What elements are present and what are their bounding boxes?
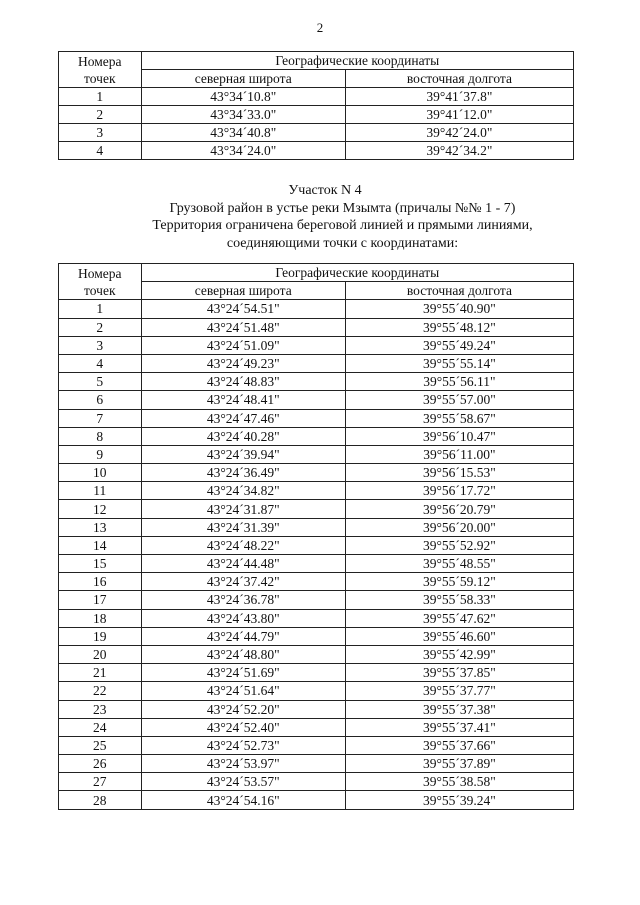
- cell-point-number: 8: [59, 427, 142, 445]
- cell-longitude: 39°55´55.14": [345, 354, 573, 372]
- cell-longitude: 39°41´37.8": [345, 88, 573, 106]
- cell-point-number: 13: [59, 518, 142, 536]
- cell-longitude: 39°55´39.24": [345, 791, 573, 809]
- cell-longitude: 39°55´52.92": [345, 536, 573, 554]
- header-geo-coordinates: Географические координаты: [141, 52, 573, 70]
- cell-longitude: 39°55´49.24": [345, 336, 573, 354]
- cell-latitude: 43°34´10.8": [141, 88, 345, 106]
- cell-latitude: 43°24´52.73": [141, 736, 345, 754]
- cell-longitude: 39°56´11.00": [345, 445, 573, 463]
- cell-longitude: 39°55´37.89": [345, 755, 573, 773]
- table-row: [59, 500, 574, 518]
- cell-point-number: 19: [59, 627, 142, 645]
- cell-longitude: 39°55´57.00": [345, 391, 573, 409]
- cell-latitude: 43°24´31.39": [141, 518, 345, 536]
- cell-latitude: 43°24´39.94": [141, 445, 345, 463]
- cell-longitude: 39°55´58.67": [345, 409, 573, 427]
- cell-point-number: 15: [59, 555, 142, 573]
- table-row: [59, 427, 574, 445]
- cell-latitude: 43°24´34.82": [141, 482, 345, 500]
- cell-point-number: 9: [59, 445, 142, 463]
- table-2-body: [59, 300, 574, 809]
- cell-latitude: 43°24´48.83": [141, 373, 345, 391]
- table-row: [59, 106, 574, 124]
- cell-longitude: 39°55´47.62": [345, 609, 573, 627]
- cell-point-number: 18: [59, 609, 142, 627]
- cell-longitude: 39°55´38.58": [345, 773, 573, 791]
- table-row: [59, 445, 574, 463]
- cell-point-number: 2: [59, 318, 142, 336]
- table-row: [59, 700, 574, 718]
- cell-latitude: 43°24´40.28": [141, 427, 345, 445]
- cell-point-number: 16: [59, 573, 142, 591]
- cell-point-number: 27: [59, 773, 142, 791]
- cell-point-number: 3: [59, 336, 142, 354]
- cell-latitude: 43°24´52.20": [141, 700, 345, 718]
- table-row: [59, 573, 574, 591]
- cell-point-number: 11: [59, 482, 142, 500]
- table-row: [59, 645, 574, 663]
- cell-longitude: 39°56´15.53": [345, 464, 573, 482]
- cell-longitude: 39°55´37.85": [345, 664, 573, 682]
- cell-longitude: 39°56´20.00": [345, 518, 573, 536]
- section-line-3: соединяющими точки с координатами:: [226, 235, 459, 251]
- cell-point-number: 5: [59, 373, 142, 391]
- table-row: [59, 755, 574, 773]
- header-point-number-line1: Номера: [78, 265, 122, 281]
- cell-latitude: 43°24´51.69": [141, 664, 345, 682]
- table-row: [59, 791, 574, 809]
- cell-point-number: 7: [59, 409, 142, 427]
- section-title: Участок N 4: [288, 183, 362, 198]
- cell-longitude: 39°55´48.55": [345, 555, 573, 573]
- cell-point-number: 23: [59, 700, 142, 718]
- cell-latitude: 43°24´54.16": [141, 791, 345, 809]
- cell-latitude: 43°24´36.78": [141, 591, 345, 609]
- cell-longitude: 39°55´42.99": [345, 645, 573, 663]
- header-point-number-line1: Номера: [78, 53, 122, 69]
- cell-longitude: 39°55´37.66": [345, 736, 573, 754]
- cell-latitude: 43°24´48.41": [141, 391, 345, 409]
- cell-latitude: 43°24´51.09": [141, 336, 345, 354]
- table-row: [59, 664, 574, 682]
- table-row: [59, 773, 574, 791]
- cell-longitude: 39°55´37.41": [345, 718, 573, 736]
- cell-longitude: 39°42´34.2": [345, 142, 573, 160]
- cell-point-number: 6: [59, 391, 142, 409]
- table-row: [59, 142, 574, 160]
- cell-point-number: 4: [59, 354, 142, 372]
- cell-point-number: 21: [59, 664, 142, 682]
- table-row: [59, 318, 574, 336]
- cell-latitude: 43°24´53.97": [141, 755, 345, 773]
- cell-longitude: 39°55´46.60": [345, 627, 573, 645]
- cell-latitude: 43°24´51.64": [141, 682, 345, 700]
- table-row: [59, 518, 574, 536]
- cell-longitude: 39°55´48.12": [345, 318, 573, 336]
- header-geo-coordinates: Географические координаты: [141, 264, 573, 282]
- cell-point-number: 20: [59, 645, 142, 663]
- cell-longitude: 39°56´17.72": [345, 482, 573, 500]
- page-number: 2: [316, 20, 324, 35]
- table-row: [59, 482, 574, 500]
- header-point-number-line2: точек: [84, 282, 116, 298]
- cell-latitude: 43°34´33.0": [141, 106, 345, 124]
- cell-latitude: 43°34´40.8": [141, 124, 345, 142]
- cell-point-number: 1: [59, 88, 142, 106]
- cell-point-number: 22: [59, 682, 142, 700]
- table-row: [59, 609, 574, 627]
- cell-point-number: 12: [59, 500, 142, 518]
- table-row: [59, 124, 574, 142]
- coordinates-table-1: [58, 51, 574, 160]
- cell-longitude: 39°56´20.79": [345, 500, 573, 518]
- cell-point-number: 28: [59, 791, 142, 809]
- table-row: [59, 627, 574, 645]
- table-row: [59, 718, 574, 736]
- cell-latitude: 43°24´47.46": [141, 409, 345, 427]
- coordinates-table-2: [58, 263, 574, 810]
- cell-point-number: 4: [59, 142, 142, 160]
- cell-longitude: 39°42´24.0": [345, 124, 573, 142]
- table-row: [59, 736, 574, 754]
- cell-longitude: 39°55´40.90": [345, 300, 573, 318]
- cell-longitude: 39°55´37.77": [345, 682, 573, 700]
- cell-longitude: 39°56´10.47": [345, 427, 573, 445]
- section-line-1: Грузовой район в устье реки Мзымта (причалы №№ 1 - 7): [169, 200, 516, 216]
- cell-point-number: 3: [59, 124, 142, 142]
- cell-latitude: 43°24´53.57": [141, 773, 345, 791]
- header-longitude: восточная долгота: [345, 282, 573, 300]
- cell-latitude: 43°24´52.40": [141, 718, 345, 736]
- section-caption: [0, 182, 640, 252]
- cell-latitude: 43°24´44.48": [141, 555, 345, 573]
- cell-point-number: 25: [59, 736, 142, 754]
- cell-point-number: 1: [59, 300, 142, 318]
- table-row: [59, 336, 574, 354]
- cell-latitude: 43°24´31.87": [141, 500, 345, 518]
- cell-latitude: 43°24´36.49": [141, 464, 345, 482]
- cell-latitude: 43°24´48.22": [141, 536, 345, 554]
- cell-point-number: 17: [59, 591, 142, 609]
- table-row: [59, 555, 574, 573]
- cell-latitude: 43°34´24.0": [141, 142, 345, 160]
- header-point-number-line2: точек: [84, 70, 116, 86]
- table-row: [59, 88, 574, 106]
- cell-longitude: 39°55´58.33": [345, 591, 573, 609]
- cell-point-number: 24: [59, 718, 142, 736]
- table-row: [59, 354, 574, 372]
- cell-latitude: 43°24´48.80": [141, 645, 345, 663]
- table-row: [59, 536, 574, 554]
- cell-longitude: 39°55´56.11": [345, 373, 573, 391]
- cell-point-number: 10: [59, 464, 142, 482]
- header-latitude: северная широта: [141, 70, 345, 88]
- cell-longitude: 39°41´12.0": [345, 106, 573, 124]
- table-row: [59, 300, 574, 318]
- cell-point-number: 14: [59, 536, 142, 554]
- cell-longitude: 39°55´59.12": [345, 573, 573, 591]
- table-row: [59, 391, 574, 409]
- cell-latitude: 43°24´44.79": [141, 627, 345, 645]
- header-longitude: восточная долгота: [345, 70, 573, 88]
- table-row: [59, 591, 574, 609]
- table-row: [59, 464, 574, 482]
- table-row: [59, 373, 574, 391]
- table-row: [59, 682, 574, 700]
- table-row: [59, 409, 574, 427]
- header-point-number: [59, 264, 142, 300]
- cell-latitude: 43°24´43.80": [141, 609, 345, 627]
- section-line-2: Территория ограничена береговой линией и прямыми линиями,: [152, 218, 533, 233]
- cell-latitude: 43°24´37.42": [141, 573, 345, 591]
- header-latitude: северная широта: [141, 282, 345, 300]
- cell-latitude: 43°24´49.23": [141, 354, 345, 372]
- table-1-body: [59, 88, 574, 160]
- cell-latitude: 43°24´51.48": [141, 318, 345, 336]
- header-point-number: [59, 52, 142, 88]
- cell-point-number: 26: [59, 755, 142, 773]
- cell-point-number: 2: [59, 106, 142, 124]
- cell-longitude: 39°55´37.38": [345, 700, 573, 718]
- cell-latitude: 43°24´54.51": [141, 300, 345, 318]
